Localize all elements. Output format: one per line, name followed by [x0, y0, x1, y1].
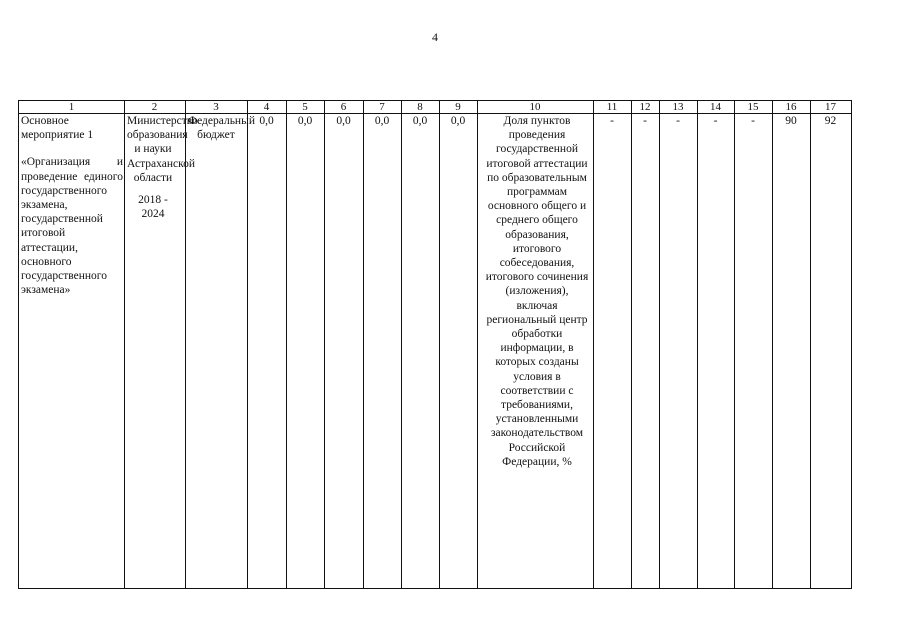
column-header: 5 — [302, 101, 308, 113]
column-divider — [477, 101, 478, 588]
column-divider — [247, 101, 248, 588]
executor-name: Министерство образования и науки Астраханской области — [127, 115, 198, 184]
column-header: 8 — [417, 101, 423, 113]
column-header: 9 — [455, 101, 461, 113]
column-header: 4 — [263, 101, 270, 113]
executor-cell — [127, 114, 198, 221]
measure-title: Основное мероприятие 1 — [21, 115, 94, 142]
target-cell: - — [676, 115, 680, 127]
column-header: 11 — [606, 101, 618, 113]
page-number: 4 — [432, 30, 438, 44]
column-divider — [734, 101, 735, 588]
column-divider — [286, 101, 287, 588]
column-header: 13 — [672, 101, 684, 113]
column-divider — [185, 101, 186, 588]
column-header: 1 — [68, 101, 75, 113]
target-cell: - — [610, 115, 614, 127]
measure-description: «Организация и проведение единого государственного экзамена, государственной итоговой аттестации, основного государственного экзамена» — [21, 156, 123, 297]
column-divider — [659, 101, 660, 588]
column-header: 6 — [340, 101, 347, 113]
target-cell: 90 — [785, 115, 797, 127]
column-header: 12 — [639, 101, 651, 113]
target-cell: - — [751, 115, 755, 127]
indicator-text: Доля пунктов проведения государственной итоговой аттестации по образовательным программам основного общего и среднего общего образования, итогового собеседования, итогового сочинения (изложения), включая региональный центр обработки информации, в которых созданы условия в соответствии с требованиями, установленными законодательством Российской Федерации, % — [485, 115, 589, 468]
column-header: 7 — [379, 101, 385, 113]
column-header: 14 — [710, 101, 721, 113]
target-cell: 92 — [824, 115, 837, 127]
value-cell: 0,0 — [297, 115, 313, 127]
measure-cell — [21, 114, 123, 297]
column-divider — [772, 101, 773, 588]
target-cell: - — [713, 115, 718, 127]
column-header: 3 — [213, 101, 219, 113]
period: 2018 - 2024 — [138, 194, 168, 221]
program-table — [18, 100, 852, 589]
column-divider — [593, 101, 594, 588]
value-cell: 0,0 — [450, 115, 466, 127]
column-divider — [401, 101, 402, 588]
column-header: 17 — [825, 101, 836, 113]
value-cell: 0,0 — [374, 115, 390, 127]
value-cell: 0,0 — [412, 115, 428, 127]
column-divider — [124, 101, 125, 588]
column-header: 2 — [151, 101, 158, 113]
column-header: 15 — [747, 101, 759, 113]
value-cell: 0,0 — [259, 115, 274, 127]
column-divider — [697, 101, 698, 588]
target-cell: - — [643, 115, 647, 127]
column-divider — [631, 101, 632, 588]
column-divider — [439, 101, 440, 588]
column-divider — [363, 101, 364, 588]
column-header: 16 — [785, 101, 797, 113]
column-divider — [324, 101, 325, 588]
value-cell: 0,0 — [336, 115, 351, 127]
funding-source: Федеральный бюджет — [188, 115, 255, 142]
column-divider — [810, 101, 811, 588]
column-header: 10 — [529, 101, 541, 113]
